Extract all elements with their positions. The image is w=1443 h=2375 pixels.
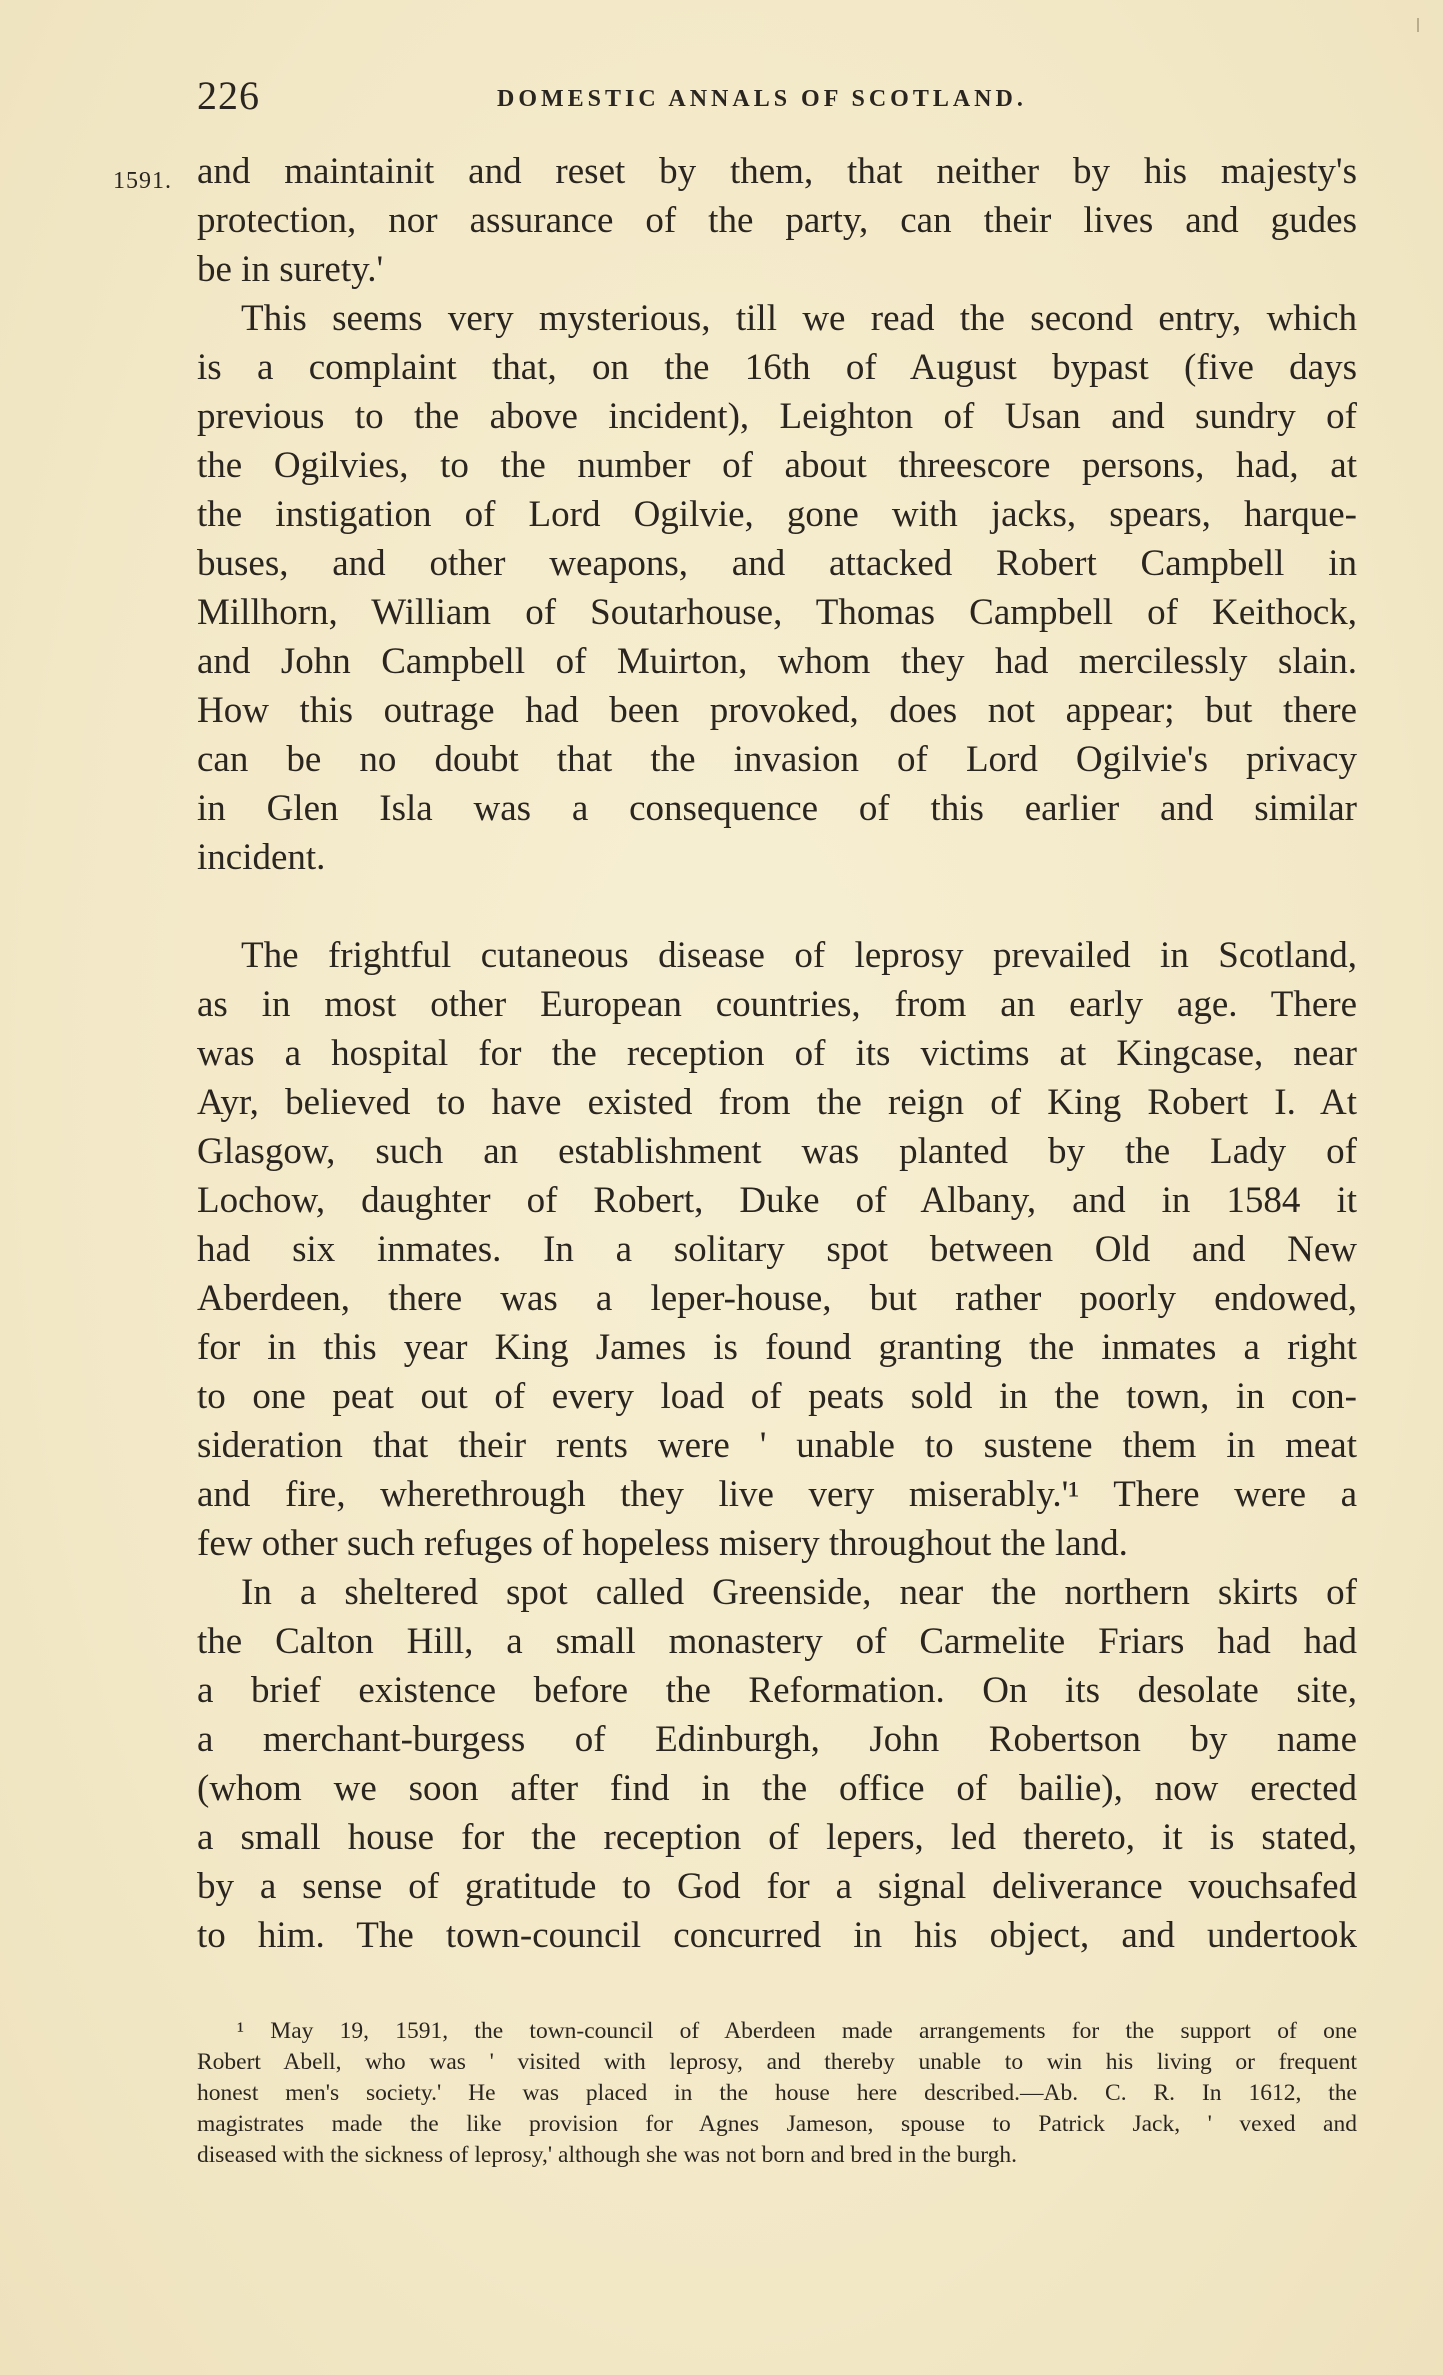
page-number: 226 — [197, 73, 260, 118]
text-line: a small house for the reception of lepers, led thereto, it is stated, — [197, 1817, 1357, 1858]
section-break — [197, 882, 1357, 931]
text-line: How this outrage had been provoked, does not appear; but there — [197, 690, 1357, 731]
text-line: Ayr, believed to have existed from the reign of King Robert I. At — [197, 1082, 1357, 1123]
text-line: This seems very mysterious, till we read the second entry, which — [241, 298, 1357, 339]
text-line: can be no doubt that the invasion of Lord Ogilvie's privacy — [197, 739, 1357, 780]
text-line: In a sheltered spot called Greenside, near the northern skirts of — [241, 1572, 1357, 1613]
text-line: Millhorn, William of Soutarhouse, Thomas Campbell of Keithock, — [197, 592, 1357, 633]
footnote-line: diseased with the sickness of leprosy,' although she was not born and bred in the burgh. — [197, 2142, 1018, 2168]
text-line: to one peat out of every load of peats sold in the town, in con- — [197, 1376, 1357, 1417]
text-line: be in surety.' — [197, 249, 384, 290]
text-line: the Calton Hill, a small monastery of Carmelite Friars had had — [197, 1621, 1357, 1662]
text-line: had six inmates. In a solitary spot between Old and New — [197, 1229, 1357, 1270]
page-header — [197, 72, 1357, 132]
body-text — [197, 147, 1357, 1960]
text-line: few other such refuges of hopeless misery throughout the land. — [197, 1523, 1128, 1564]
text-line: for in this year King James is found granting the inmates a right — [197, 1327, 1357, 1368]
text-line: The frightful cutaneous disease of leprosy prevailed in Scotland, — [241, 935, 1357, 976]
text-line: as in most other European countries, from an early age. There — [197, 984, 1357, 1025]
text-line: a merchant-burgess of Edinburgh, John Robertson by name — [197, 1719, 1357, 1760]
text-line: the instigation of Lord Ogilvie, gone with jacks, spears, harque- — [197, 494, 1357, 535]
text-line: Aberdeen, there was a leper-house, but rather poorly endowed, — [197, 1278, 1357, 1319]
footnote-line: Robert Abell, who was ' visited with leprosy, and thereby unable to win his living or frequent — [197, 2049, 1357, 2075]
text-line: the Ogilvies, to the number of about threescore persons, had, at — [197, 445, 1357, 486]
text-line: Glasgow, such an establishment was planted by the Lady of — [197, 1131, 1357, 1172]
text-line: and fire, wherethrough they live very miserably.'¹ There were a — [197, 1474, 1357, 1515]
text-line: sideration that their rents were ' unable to sustene them in meat — [197, 1425, 1357, 1466]
text-line: is a complaint that, on the 16th of August bypast (five days — [197, 347, 1357, 388]
text-line: to him. The town-council concurred in his object, and undertook — [197, 1915, 1357, 1956]
footnotes — [197, 2016, 1357, 2171]
text-line: by a sense of gratitude to God for a signal deliverance vouchsafed — [197, 1866, 1357, 1907]
scan-mark — [1417, 18, 1419, 32]
text-line: was a hospital for the reception of its victims at Kingcase, near — [197, 1033, 1357, 1074]
footnote-line: honest men's society.' He was placed in the house here described.—Ab. C. R. In 1612, the — [197, 2080, 1357, 2106]
text-line: buses, and other weapons, and attacked Robert Campbell in — [197, 543, 1357, 584]
text-line: a brief existence before the Reformation. On its desolate site, — [197, 1670, 1357, 1711]
footnote-line: ¹ May 19, 1591, the town-council of Aberdeen made arrangements for the support of one — [237, 2018, 1357, 2044]
text-line: incident. — [197, 837, 326, 878]
text-line: in Glen Isla was a consequence of this earlier and similar — [197, 788, 1357, 829]
text-line: (whom we soon after find in the office of bailie), now erected — [197, 1768, 1357, 1809]
running-head: DOMESTIC ANNALS OF SCOTLAND. — [497, 86, 1027, 112]
text-line: and maintainit and reset by them, that neither by his majesty's — [197, 151, 1357, 192]
text-line: Lochow, daughter of Robert, Duke of Albany, and in 1584 it — [197, 1180, 1357, 1221]
text-line: previous to the above incident), Leighton of Usan and sundry of — [197, 396, 1357, 437]
footnote-line: magistrates made the like provision for Agnes Jameson, spouse to Patrick Jack, ' vexed and — [197, 2111, 1357, 2137]
margin-year: 1591. — [113, 168, 172, 194]
text-line: and John Campbell of Muirton, whom they had mercilessly slain. — [197, 641, 1357, 682]
text-line: protection, nor assurance of the party, can their lives and gudes — [197, 200, 1357, 241]
